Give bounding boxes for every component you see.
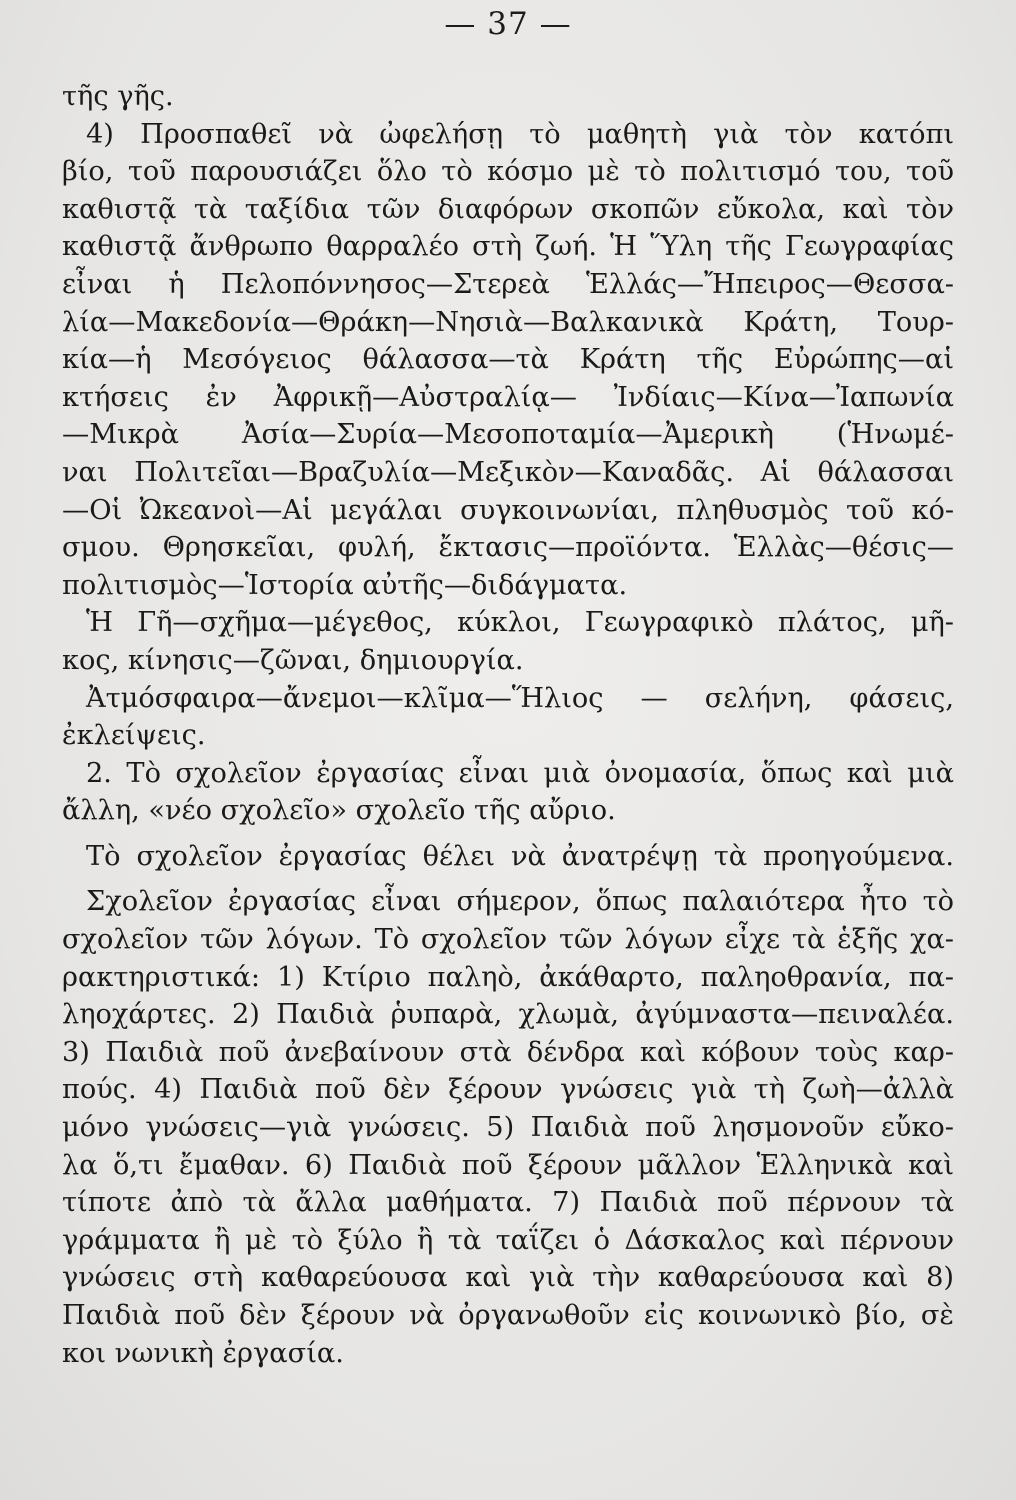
text-line: ρακτηριστικά: 1) Κτίριο παληὸ, ἀκάθαρτο, παληοθρανία, πα- (62, 961, 954, 993)
text-line: Παιδιὰ ποῦ δὲν ξέρουν νὰ ὀργανωθοῦν εἰς κοινωνικὸ βίο, σὲ (62, 1300, 954, 1331)
text-line: κτήσεις ἐν Ἀφρικῇ—Αὐστραλίᾳ— Ἰνδίαις—Κίνα—Ἰαπωνία (62, 381, 954, 413)
text-line: εἶναι ἡ Πελοπόννησος—Στερεὰ Ἑλλάς—Ἤπειρος—Θεσσα- (62, 268, 954, 300)
text-line: 3) Παιδιὰ ποῦ ἀνεβαίνουν στὰ δένδρα καὶ κόβουν τοὺς καρ- (62, 1036, 954, 1068)
text-line: 4) Προσπαθεῖ νὰ ὠφελήσῃ τὸ μαθητὴ γιὰ τὸν κατόπι (86, 118, 954, 150)
text-line: σμου. Θρησκεῖαι, φυλή, ἔκτασις—προϊόντα. Ἑλλὰς—θέσις— (62, 532, 954, 564)
text-line: Ἡ Γῆ—σχῆμα—μέγεθος, κύκλοι, Γεωγραφικὸ πλάτος, μῆ- (86, 607, 954, 639)
text-line: καθιστᾷ ἄνθρωπο θαρραλέο στὴ ζωή. Ἡ Ὕλη τῆς Γεωγραφίας (62, 231, 954, 263)
text-line: τῆς γῆς. (62, 81, 174, 112)
text-line: κία—ἡ Μεσόγειος θάλασσα—τὰ Κράτη τῆς Εὐρώπης—αἱ (62, 344, 954, 376)
text-line: καθιστᾷ τὰ ταξίδια τῶν διαφόρων σκοπῶν εὔκολα, καὶ τὸν (62, 193, 954, 225)
text-line: λία—Μακεδονία—Θράκη—Νησιὰ—Βαλκανικὰ Κράτη, Τουρ- (62, 306, 954, 338)
text-line: πούς. 4) Παιδιὰ ποῦ δὲν ξέρουν γνώσεις γιὰ τὴ ζωὴ—ἀλλὰ (62, 1074, 954, 1106)
text-line: —Οἱ Ὠκεανοὶ—Αἱ μεγάλαι συγκοινωνίαι, πληθυσμὸς τοῦ κό- (62, 494, 954, 526)
text-line: Ἀτμόσφαιρα—ἄνεμοι—κλῖμα—Ἥλιος — σελήνη, φάσεις, (86, 682, 954, 714)
text-line: 2. Τὸ σχολεῖον ἐργασίας εἶναι μιὰ ὀνομασία, ὅπως καὶ μιὰ (86, 757, 954, 789)
page-number: — 37 — (444, 6, 572, 42)
text-line: πολιτισμὸς—Ἱστορία αὐτῆς—διδάγματα. (62, 569, 628, 601)
text-line: λα ὅ,τι ἔμαθαν. 6) Παιδιὰ ποῦ ξέρουν μᾶλλον Ἑλληνικὰ καὶ (62, 1149, 954, 1181)
text-line: ἄλλη, «νέο σχολεῖο» σχολεῖο τῆς αὔριο. (62, 795, 616, 827)
text-line: —Μικρὰ Ἀσία—Συρία—Μεσοποταμία—Ἀμερικὴ (Ἡνωμέ- (62, 419, 954, 451)
text-line: βίο, τοῦ παρουσιάζει ὅλο τὸ κόσμο μὲ τὸ πολιτισμό του, τοῦ (62, 156, 954, 188)
text-line: Σχολεῖον ἐργασίας εἶναι σήμερον, ὅπως παλαιότερα ἦτο τὸ (86, 886, 954, 918)
text-line: γνώσεις στὴ καθαρεύουσα καὶ γιὰ τὴν καθαρεύουσα καὶ 8) (62, 1262, 954, 1294)
text-line: ληοχάρτες. 2) Παιδιὰ ῥυπαρὰ, χλωμὰ, ἀγύμναστα—πειναλέα. (62, 999, 954, 1031)
text-line: ναι Πολιτεῖαι—Βραζυλία—Μεξικὸν—Καναδᾶς. Αἱ θάλασσαι (62, 456, 954, 488)
text-line: Τὸ σχολεῖον ἐργασίας θέλει νὰ ἀνατρέψῃ τὰ προηγούμενα. (86, 840, 954, 872)
text-line: τίποτε ἀπὸ τὰ ἄλλα μαθήματα. 7) Παιδιὰ ποῦ πέρνουν τὰ (62, 1187, 954, 1219)
body-text (62, 78, 954, 1372)
text-line: κος, κίνησις—ζῶναι, δημιουργία. (62, 644, 524, 676)
text-line: σχολεῖον τῶν λόγων. Τὸ σχολεῖον τῶν λόγων εἶχε τὰ ἑξῆς χα- (62, 924, 954, 956)
text-line: κοι νωνικὴ ἐργασία. (62, 1337, 344, 1369)
text-line: γράμματα ἢ μὲ τὸ ξύλο ἢ τὰ ταΐζει ὁ Δάσκαλος καὶ πέρνουν (62, 1224, 954, 1256)
text-line: μόνο γνώσεις—γιὰ γνώσεις. 5) Παιδιὰ ποῦ λησμονοῦν εὔκο- (62, 1112, 954, 1144)
text-line: ἐκλείψεις. (62, 720, 206, 752)
